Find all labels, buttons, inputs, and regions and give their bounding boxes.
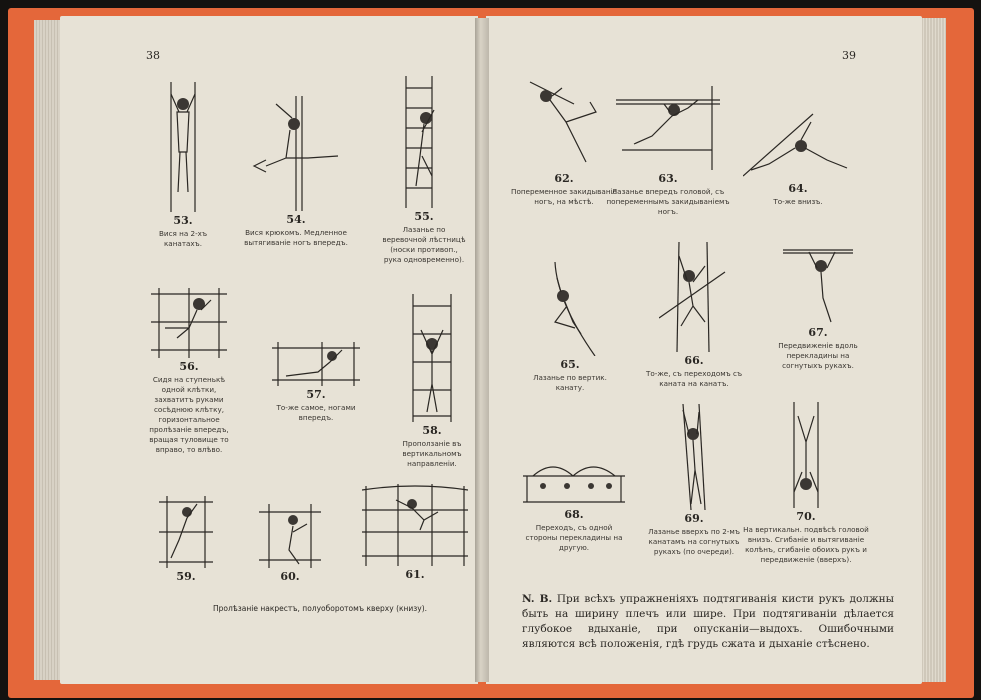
figure-53	[142, 82, 224, 249]
figure-number: 57.	[306, 388, 326, 401]
figure-number: 58.	[422, 424, 442, 437]
figure-number: 70.	[796, 510, 816, 523]
illustration-double-rope	[669, 404, 719, 510]
right-page	[486, 16, 922, 684]
illustration-vertical-crawl	[407, 294, 457, 422]
illustration-vertical-rope	[535, 262, 605, 356]
page-edges-right	[918, 18, 946, 682]
illustration-rope-ladder	[398, 76, 450, 208]
figure-64	[734, 108, 862, 207]
illustration-bar-crossing	[523, 458, 625, 506]
figure-57	[264, 342, 368, 423]
figure-number: 55.	[414, 210, 434, 223]
illustration-rope-hang	[153, 82, 213, 212]
illustration-downward	[743, 108, 853, 180]
figure-caption: Лазанье по веревочной лѣстницѣ (носки противоп., рука одновременно).	[382, 225, 466, 264]
figure-60	[250, 504, 330, 583]
figure-65	[522, 262, 618, 393]
illustration-cage-cross	[362, 482, 468, 566]
figure-caption: Переходъ, съ одной стороны перекладины на другую.	[525, 523, 623, 552]
figure-69	[644, 404, 744, 557]
figure-caption: Сидя на ступенькѣ одной клѣтки, захватитъ руками сосѣднюю клѣтку, горизонтальное пролѣзанiе впередъ, вращая туловище то вправо, то влѣво.	[149, 375, 229, 454]
figure-61	[360, 482, 470, 581]
figure-70	[742, 402, 870, 565]
figure-number: 63.	[658, 172, 678, 185]
nb-note	[522, 592, 894, 652]
figure-58	[390, 294, 474, 469]
illustration-head-down	[780, 402, 832, 508]
figure-caption: То-же самое, ногами впередъ.	[276, 403, 356, 422]
note-text: При всѣхъ упражненiяхъ подтягиванiя кисти рукъ должны быть на ширину плечъ или шире. При подтягиванiи дѣлается глубокое вдыханiе, при опусканiи—выдохъ. Ошибочными являются всѣ положенiя, гдѣ грудь сжата и дыханiе стѣснено.	[522, 593, 894, 650]
figure-number: 59.	[176, 570, 196, 583]
figure-63	[604, 86, 732, 217]
shared-caption: Пролѣзанiе накрестъ, полуоборотомъ кверху (книзу).	[212, 604, 428, 613]
illustration-hook-hang	[246, 96, 346, 211]
figure-number: 54.	[286, 213, 306, 226]
figure-caption: Вися крюкомъ. Медленное вытягиванiе ногъ впередъ.	[244, 228, 348, 247]
figure-59	[154, 496, 218, 583]
illustration-half-turn	[259, 504, 321, 568]
figure-caption: На вертикальн. подвѣсѣ головой внизъ. Сгибанiе и вытягиванiе колѣнъ, сгибанiе обоихъ рукъ и передвиженiе (вверхъ).	[743, 525, 869, 564]
figure-caption: То-же внизъ.	[773, 197, 823, 206]
illustration-leg-swing	[524, 74, 604, 170]
illustration-cross-climb	[159, 496, 213, 568]
illustration-bar-traverse	[783, 244, 853, 324]
figure-number: 62.	[554, 172, 574, 185]
figure-68	[520, 458, 628, 553]
illustration-head-first	[616, 86, 720, 170]
figure-66	[636, 242, 752, 389]
note-lead: N. B.	[522, 593, 553, 605]
figure-caption: Лазанье вверхъ по 2-мъ канатамъ на согнутыхъ рукахъ (по очереди).	[648, 527, 740, 556]
figure-number: 69.	[684, 512, 704, 525]
book-spine	[475, 18, 489, 682]
figure-number: 60.	[280, 570, 300, 583]
figure-caption: Вися на 2-хъ канатахъ.	[158, 229, 208, 248]
figure-number: 61.	[405, 568, 425, 581]
figure-54	[236, 96, 356, 248]
figure-caption: То-же, съ переходомъ съ каната на канатъ.	[645, 369, 743, 388]
figure-caption: Проползанiе въ вертикальномъ направленiи.	[402, 439, 462, 468]
figure-caption: Лазанье по вертик. канату.	[533, 373, 607, 392]
figure-55	[382, 76, 466, 265]
figure-number: 68.	[564, 508, 584, 521]
figure-67	[768, 244, 868, 371]
figure-number: 65.	[560, 358, 580, 371]
illustration-feet-forward	[272, 342, 360, 386]
illustration-rope-transfer	[659, 242, 729, 352]
figure-number: 67.	[808, 326, 828, 339]
figure-number: 64.	[788, 182, 808, 195]
left-page	[60, 16, 478, 684]
figure-caption: Лазанье впередъ головой, съ попеременнымъ закидыванiемъ ногъ.	[606, 187, 730, 216]
page-number-left: 38	[146, 49, 160, 62]
figure-caption: Передвиженiе вдоль перекладины на согнутыхъ рукахъ.	[778, 341, 858, 370]
figure-number: 66.	[684, 354, 704, 367]
figure-number: 53.	[173, 214, 193, 227]
figure-56	[142, 288, 236, 455]
figure-number: 56.	[179, 360, 199, 373]
figure-caption: Попеременное закидыванiе ногъ, на мѣстѣ.	[511, 187, 617, 206]
page-number-right: 39	[842, 49, 856, 62]
illustration-cage-sitting	[151, 288, 227, 358]
